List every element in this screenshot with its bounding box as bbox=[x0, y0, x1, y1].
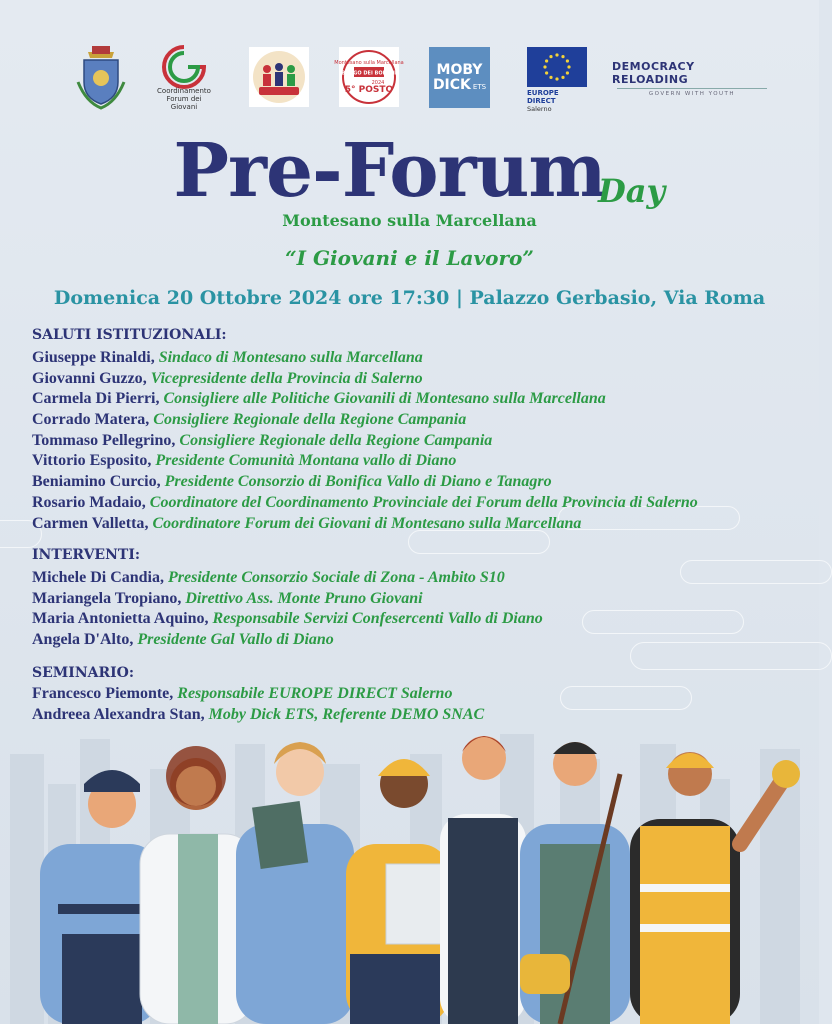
speaker-name: Angela D'Alto bbox=[32, 631, 130, 649]
speaker-role: Responsabile Servizi Confesercenti Vallo di Diano bbox=[212, 610, 543, 628]
borgo-badge-text: BORGO DEI BORGHI bbox=[341, 70, 397, 77]
salerno-label: Salerno bbox=[527, 105, 552, 113]
speaker-name: Andreea Alexandra Stan bbox=[32, 705, 201, 723]
construction-worker-figure bbox=[630, 752, 800, 1024]
list-item: Francesco Piemonte, Responsabile EUROPE DIRECT Salerno bbox=[32, 685, 453, 702]
borgo-year-text: 2024 bbox=[371, 80, 385, 86]
list-item: Michele Di Candia, Presidente Consorzio Sociale di Zona - Ambito S10 bbox=[32, 569, 505, 586]
place-subtitle: Montesano sulla Marcellana bbox=[282, 211, 537, 230]
speaker-name: Rosario Madaio bbox=[32, 493, 142, 511]
borgo-rank-text: 5° POSTO bbox=[344, 85, 394, 95]
title-block bbox=[0, 128, 819, 214]
europe-direct-label: EUROPE DIRECT bbox=[527, 89, 559, 105]
democracy-title: DEMOCRACY RELOADING bbox=[612, 59, 695, 86]
borgo-dei-borghi-logo bbox=[334, 47, 404, 107]
moby-text: MOBY bbox=[436, 61, 483, 78]
list-item: Giuseppe Rinaldi, Sindaco di Montesano sulla Marcellana bbox=[32, 349, 423, 366]
speaker-role: Consigliere Regionale della Regione Campania bbox=[179, 431, 493, 449]
eu-flag-icon bbox=[527, 47, 587, 87]
list-item: Angela D'Alto, Presidente Gal Vallo di Diano bbox=[32, 631, 334, 649]
background-cloud bbox=[582, 610, 744, 634]
list-item: Tommaso Pellegrino, Consigliere Regionale della Regione Campania bbox=[32, 431, 493, 449]
democracy-reloading-logo bbox=[612, 60, 772, 96]
coordinamento-label: Coordinamento bbox=[157, 87, 211, 95]
speaker-name: Francesco Piemonte bbox=[32, 685, 170, 702]
list-item: Beniamino Curcio, Presidente Consorzio di Bonifica Vallo di Diano e Tanagro bbox=[32, 473, 552, 491]
speaker-name: Michele Di Candia bbox=[32, 569, 160, 586]
speaker-name: Maria Antonietta Aquino bbox=[32, 610, 205, 628]
speaker-role: Presidente Consorzio Sociale di Zona - Ambito S10 bbox=[168, 569, 505, 586]
list-item: Giovanni Guzzo, Vicepresidente della Provincia di Salerno bbox=[32, 369, 423, 387]
speaker-role: Consigliere Regionale della Regione Campania bbox=[153, 411, 467, 429]
democracy-subtitle: GOVERN WITH YOUTH bbox=[648, 90, 736, 97]
forum-giovani-badge-logo bbox=[249, 47, 309, 107]
ets-text: ETS bbox=[472, 82, 487, 91]
workers-illustration bbox=[0, 734, 819, 1024]
background-cloud bbox=[630, 642, 832, 670]
saluti-list bbox=[32, 348, 698, 534]
list-item: Corrado Matera, Consigliere Regionale della Regione Campania bbox=[32, 411, 467, 429]
man-vest-figure bbox=[440, 736, 526, 1024]
dick-text: DICK bbox=[432, 76, 471, 93]
speaker-name: Giuseppe Rinaldi bbox=[32, 349, 151, 366]
partner-logos bbox=[0, 40, 819, 114]
coordinamento-forum-logo bbox=[156, 44, 212, 110]
speaker-role: Presidente Comunità Montana vallo di Diano bbox=[155, 452, 457, 470]
section-heading-interventi: INTERVENTI: bbox=[32, 547, 141, 563]
speaker-role: Presidente Gal Vallo di Diano bbox=[137, 631, 334, 649]
europe-direct-logo bbox=[527, 49, 589, 111]
nurse-figure bbox=[236, 742, 354, 1024]
speaker-name: Mariangela Tropiano bbox=[32, 589, 178, 607]
speaker-name: Carmela Di Pierri bbox=[32, 390, 156, 408]
page-title: Pre-Forum bbox=[173, 128, 606, 214]
speaker-name: Giovanni Guzzo bbox=[32, 369, 143, 387]
list-item: Vittorio Esposito, Presidente Comunità Montana vallo di Diano bbox=[32, 452, 457, 470]
speaker-name: Corrado Matera bbox=[32, 411, 146, 429]
borgo-title-text: Montesano sulla Marcellana bbox=[334, 60, 404, 66]
speaker-role: Vicepresidente della Provincia di Salerno bbox=[150, 369, 423, 387]
speaker-role: Coordinatore Forum dei Giovani di Montesano sulla Marcellana bbox=[152, 514, 582, 532]
speaker-name: Carmen Valletta bbox=[32, 514, 145, 532]
section-heading-seminario: SEMINARIO: bbox=[32, 665, 135, 681]
list-item: Carmen Valletta, Coordinatore Forum dei Giovani di Montesano sulla Marcellana bbox=[32, 514, 582, 532]
speaker-role: Consigliere alle Politiche Giovanili di Montesano sulla Marcellana bbox=[163, 390, 606, 408]
background-cloud bbox=[680, 560, 832, 584]
list-item: Carmela Di Pierri, Consigliere alle Politiche Giovanili di Montesano sulla Marcellana bbox=[32, 390, 606, 408]
speaker-role: Moby Dick ETS, Referente DEMO SNAC bbox=[208, 705, 485, 723]
speaker-role: Presidente Consorzio di Bonifica Vallo di Diano e Tanagro bbox=[164, 473, 552, 491]
speaker-role: Sindaco di Montesano sulla Marcellana bbox=[158, 349, 423, 366]
section-heading-saluti: SALUTI ISTITUZIONALI: bbox=[32, 327, 227, 343]
list-item: Rosario Madaio, Coordinatore del Coordinamento Provinciale dei Forum della Provincia di Salerno bbox=[32, 493, 698, 511]
event-motto: “I Giovani e il Lavoro” bbox=[285, 246, 534, 270]
background-cloud bbox=[560, 686, 692, 710]
list-item: Maria Antonietta Aquino, Responsabile Servizi Confesercenti Vallo di Diano bbox=[32, 610, 543, 628]
seminario-list bbox=[32, 684, 484, 725]
forum-label: Forum dei Giovani bbox=[166, 95, 202, 111]
speaker-role: Responsabile EUROPE DIRECT Salerno bbox=[177, 685, 453, 702]
list-item: Andreea Alexandra Stan, Moby Dick ETS, Referente DEMO SNAC bbox=[32, 705, 485, 723]
comune-crest-logo bbox=[74, 42, 128, 112]
speaker-role: Direttivo Ass. Monte Pruno Giovani bbox=[185, 589, 423, 607]
title-day-suffix: Day bbox=[598, 172, 666, 210]
speaker-name: Tommaso Pellegrino bbox=[32, 431, 172, 449]
speaker-name: Vittorio Esposito bbox=[32, 452, 148, 470]
speaker-role: Coordinatore del Coordinamento Provinciale dei Forum della Provincia di Salerno bbox=[149, 493, 698, 511]
date-location-line: Domenica 20 Ottobre 2024 ore 17:30 | Palazzo Gerbasio, Via Roma bbox=[53, 287, 766, 309]
interventi-list bbox=[32, 568, 543, 651]
list-item: Mariangela Tropiano, Direttivo Ass. Monte Pruno Giovani bbox=[32, 589, 423, 607]
overalls-worker-figure bbox=[520, 742, 630, 1024]
moby-dick-logo bbox=[429, 47, 490, 108]
speaker-name: Beniamino Curcio bbox=[32, 473, 157, 491]
